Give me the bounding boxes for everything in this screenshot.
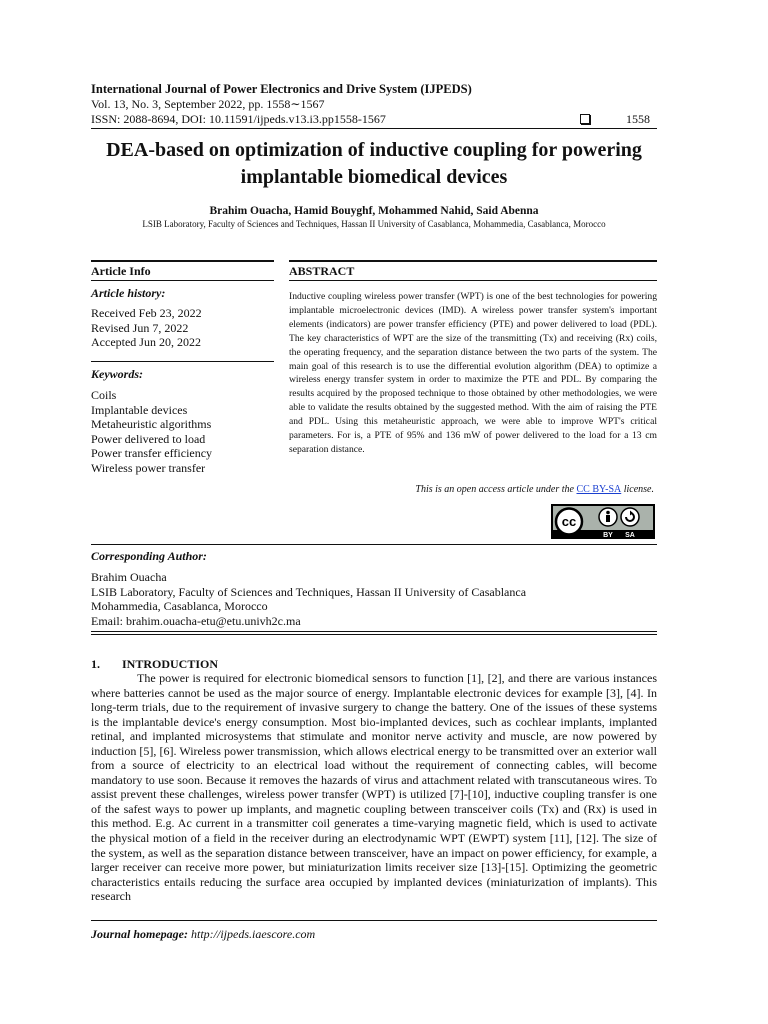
corr-location: Mohammedia, Casablanca, Morocco [91,599,268,613]
cc-by-sa-badge-icon[interactable] [551,504,655,539]
license-suffix: license. [623,484,654,495]
article-info-top-rule [91,260,274,262]
corresponding-heading: Corresponding Author: [91,549,207,563]
cc-letters: cc [561,514,577,529]
footer [91,927,315,942]
journal-homepage-link[interactable]: http://ijpeds.iaescore.com [191,927,316,941]
intro-text: The power is required for electronic biomedical sensors to function [1], [2], and there are various instances where batteries cannot be used as the major source of energy. Implantable electronic devices for example [3], [4]. In long-term trials, due to the requirement of invasive surgery to change the battery. One of the issues of these systems is the implantable device's energy consumption. Most bio-implanted devices, such as cochlear implants, implanted retinal, and implanted microsystems that stimulate and monitor nerve activity and muscle, are now powered by induction [5], [6]. Wireless power transmission, which allows electrical energy to be transmitted over an exterior wall from a source of electricity to an electrical load without the requirement of connecting cables, will become mandatory to use soon. Because it removes the hazards of virus and attachment related with transcutaneous wires. To assist prevent these challenges, wireless power transfer (WPT) is utilized [7]-[10], inductive coupling transfer is one of the safest ways to power up implants, and magnetic coupling between transceiver coils (Tx) and (Rx) is used in this method. E.g. Ac current in a transmitter coil generates a time-varying magnetic field, which is used to activate the physical motion of a field in the receiver during an electrodynamic WPT (EWPT) system [11], [12]. The size of the system, as well as the separation distance between transceiver, have an impact on power efficiency, for example, a larger receiver can receive more power, but miniaturization limits receiver size [13]-[15]. Optimizing the geometric characteristics entails reducing the surface area occupied by implanted devices (miniaturization of implants). This research [91,671,657,904]
corresponding-author-block [91,570,526,628]
keywords-list [91,388,212,476]
license-line [289,484,654,495]
article-history-heading: Article history: [91,286,166,300]
keywords-rule [91,361,274,362]
keywords-heading: Keywords: [91,367,143,381]
authors: Brahim Ouacha, Hamid Bouyghf, Mohammed Nahid, Said Abenna [209,205,539,217]
page-box-icon [580,114,590,124]
journal-name: International Journal of Power Electronics and Drive System (IJPEDS) [91,82,472,96]
history-revised: Revised Jun 7, 2022 [91,320,189,335]
header-rule [91,128,657,129]
intro-title: INTRODUCTION [122,657,219,671]
license-link[interactable]: CC BY-SA [576,484,622,495]
page-number: 1558 [626,112,650,126]
abstract-heading: ABSTRACT [289,264,355,278]
paper-title: DEA-based on optimization of inductive coupling for powering implantable biomedical devices [106,139,642,188]
intro-number: 1. [91,657,100,671]
abstract-rule [289,280,657,281]
badge-sa-label: SA [625,532,635,539]
corr-bottom-rule-2 [91,634,657,635]
intro-heading [91,657,218,672]
corr-right-rule [272,544,657,545]
history-accepted: Accepted Jun 20, 2022 [91,335,201,350]
keyword-item: Power transfer efficiency [91,446,213,461]
intro-body [91,671,657,904]
abstract-top-rule [289,260,657,262]
corr-affiliation: LSIB Laboratory, Faculty of Sciences and Techniques, Hassan II University of Casablanca [91,584,527,599]
keyword-item: Wireless power transfer [91,460,206,475]
corr-name: Brahim Ouacha [91,570,167,584]
article-info-heading: Article Info [91,264,151,278]
keyword-item: Power delivered to load [91,431,206,446]
issn-line: ISSN: 2088-8694, DOI: 10.11591/ijpeds.v13.i3.pp1558-1567 [91,112,386,126]
abstract-text: Inductive coupling wireless power transfer (WPT) is one of the best technologies for powering implantable microelectronic devices (IMD). A wireless power transfer system's important elements (indicators) are power transfer efficiency (PTE) and power delivered to load (PDL). The key characteristics of WPT are the size of the transmitting (Tx) and receiving (Rx) coils, the operating frequency, and the separation distance between the two parts of the system. The main goal of this research is to use the differential evolution algorithm (DEA) to optimize a wireless energy transfer system in order to maximize the PTE and PDL. By comparing the results acquired by the proposed technique to those obtained by other methodologies, we were able to validate the results obtained by the suggested method. With the aim of raising the PTE and PDL. Using this metaheuristic approach, we were able to improve WPT's critical parameters. For is, a PTE of 95% and 136 mW of power delivered to the load for a 13 cm separation distance. [289,291,657,455]
article-info-rule [91,280,274,281]
corr-bottom-rule-1 [91,631,657,632]
corr-left-rule [91,544,274,545]
badge-by-label: BY [603,532,613,539]
keyword-item: Coils [91,388,117,402]
footer-rule [91,920,657,921]
article-history-list [91,306,202,350]
footer-label: Journal homepage: [91,927,189,941]
keyword-item: Metaheuristic algorithms [91,417,212,432]
corr-email: Email: brahim.ouacha-etu@etu.univh2c.ma [91,613,301,628]
affiliation: LSIB Laboratory, Faculty of Sciences and Techniques, Hassan II University of Casablanca, Mohammedia, Casablanca, Morocco [142,219,606,229]
keyword-item: Implantable devices [91,402,188,417]
license-prefix: This is an open access article under the [415,484,574,495]
volume-line: Vol. 13, No. 3, September 2022, pp. 1558∼1567 [91,97,325,111]
history-received: Received Feb 23, 2022 [91,306,202,320]
